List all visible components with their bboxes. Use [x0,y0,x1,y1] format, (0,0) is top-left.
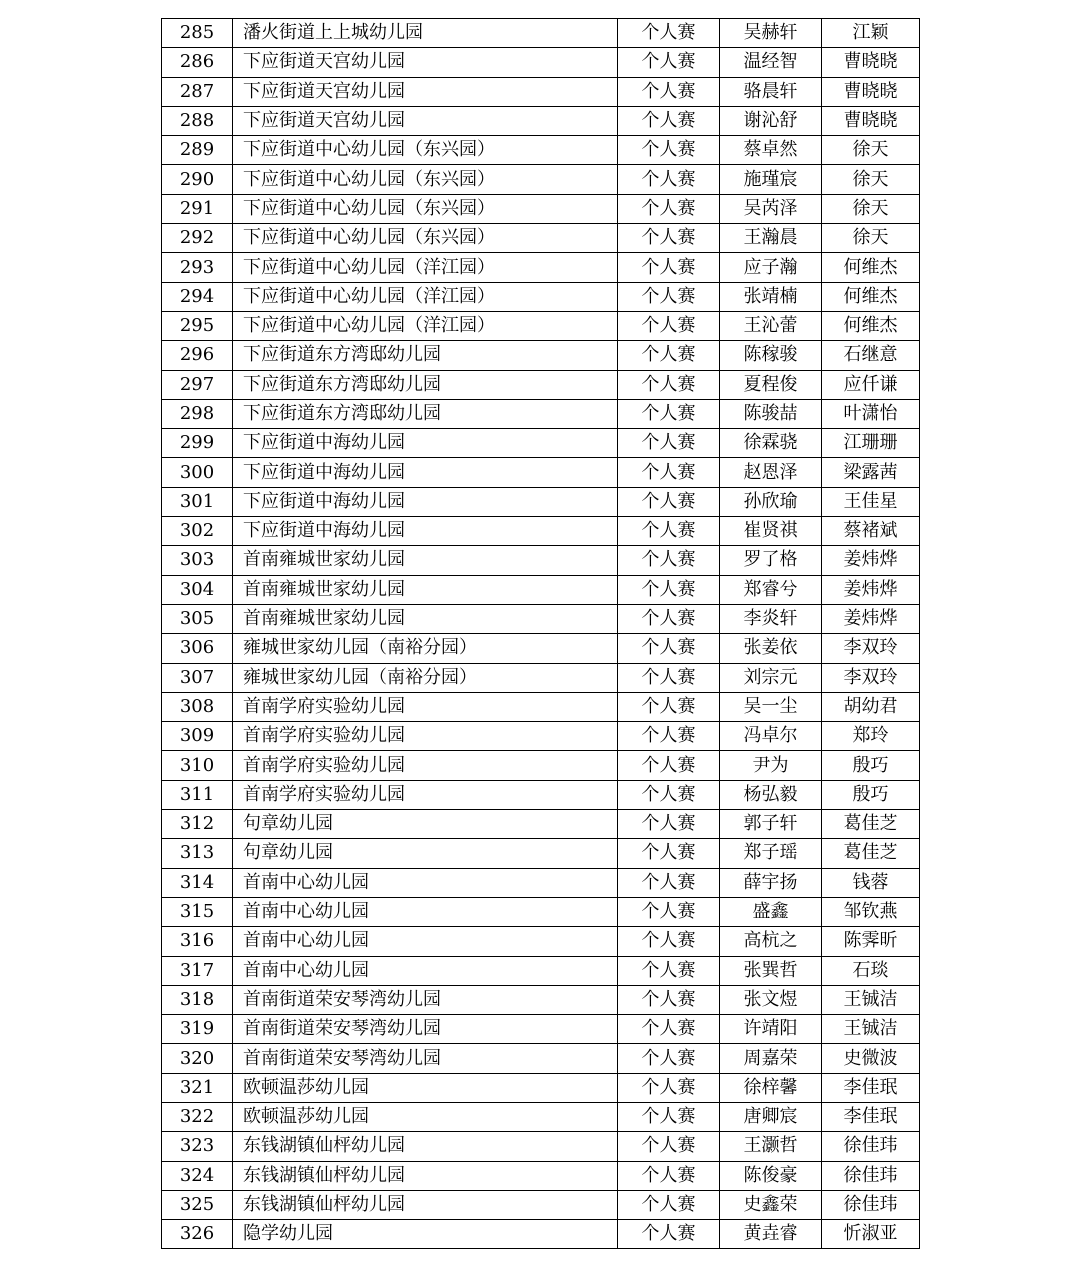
teacher-name-cell: 徐佳玮 [822,1161,920,1190]
kindergarten-name-cell: 首南雍城世家幼儿园 [233,546,618,575]
student-name-cell: 盛鑫 [720,897,822,926]
student-name-cell: 骆晨轩 [720,77,822,106]
row-number-cell: 294 [162,282,233,311]
table-row [162,868,920,897]
row-number-cell: 295 [162,311,233,340]
kindergarten-name-cell: 下应街道中海幼儿园 [233,517,618,546]
kindergarten-name-cell: 首南街道荣安琴湾幼儿园 [233,1044,618,1073]
teacher-name-cell: 葛佳芝 [822,810,920,839]
row-number-cell: 319 [162,1015,233,1044]
teacher-name-cell: 王铖洁 [822,985,920,1014]
row-number-cell: 314 [162,868,233,897]
student-name-cell: 崔贤祺 [720,517,822,546]
kindergarten-name-cell: 首南中心幼儿园 [233,897,618,926]
teacher-name-cell: 徐天 [822,224,920,253]
kindergarten-name-cell: 潘火街道上上城幼儿园 [233,19,618,48]
teacher-name-cell: 陈霁昕 [822,927,920,956]
student-name-cell: 应子瀚 [720,253,822,282]
kindergarten-name-cell: 东钱湖镇仙枰幼儿园 [233,1161,618,1190]
teacher-name-cell: 徐天 [822,136,920,165]
row-number-cell: 291 [162,194,233,223]
competition-type-cell: 个人赛 [618,165,720,194]
student-name-cell: 张靖楠 [720,282,822,311]
student-name-cell: 郭子轩 [720,810,822,839]
competition-type-cell: 个人赛 [618,399,720,428]
kindergarten-name-cell: 下应街道中心幼儿园（东兴园） [233,136,618,165]
teacher-name-cell: 徐天 [822,165,920,194]
table-row [162,341,920,370]
table-row [162,311,920,340]
table-row [162,663,920,692]
student-name-cell: 夏程俊 [720,370,822,399]
row-number-cell: 318 [162,985,233,1014]
row-number-cell: 287 [162,77,233,106]
student-name-cell: 郑子瑶 [720,839,822,868]
kindergarten-name-cell: 首南学府实验幼儿园 [233,722,618,751]
teacher-name-cell: 李佳珉 [822,1102,920,1131]
competition-type-cell: 个人赛 [618,224,720,253]
teacher-name-cell: 李佳珉 [822,1073,920,1102]
table-row [162,370,920,399]
competition-type-cell: 个人赛 [618,370,720,399]
teacher-name-cell: 胡幼君 [822,692,920,721]
row-number-cell: 311 [162,780,233,809]
table-row [162,429,920,458]
row-number-cell: 325 [162,1190,233,1219]
competition-type-cell: 个人赛 [618,546,720,575]
teacher-name-cell: 姜炜烨 [822,575,920,604]
table-row [162,106,920,135]
competition-type-cell: 个人赛 [618,19,720,48]
competition-type-cell: 个人赛 [618,956,720,985]
student-name-cell: 徐霖骁 [720,429,822,458]
competition-type-cell: 个人赛 [618,48,720,77]
table-row [162,253,920,282]
table-row [162,194,920,223]
row-number-cell: 288 [162,106,233,135]
row-number-cell: 302 [162,517,233,546]
kindergarten-name-cell: 首南学府实验幼儿园 [233,780,618,809]
row-number-cell: 301 [162,487,233,516]
row-number-cell: 309 [162,722,233,751]
student-name-cell: 郑睿兮 [720,575,822,604]
kindergarten-name-cell: 首南街道荣安琴湾幼儿园 [233,1015,618,1044]
row-number-cell: 308 [162,692,233,721]
kindergarten-name-cell: 下应街道天宫幼儿园 [233,77,618,106]
teacher-name-cell: 何维杰 [822,311,920,340]
kindergarten-name-cell: 首南雍城世家幼儿园 [233,604,618,633]
competition-type-cell: 个人赛 [618,1015,720,1044]
student-name-cell: 唐卿宸 [720,1102,822,1131]
competition-type-cell: 个人赛 [618,311,720,340]
table-row [162,517,920,546]
table-row [162,136,920,165]
kindergarten-name-cell: 东钱湖镇仙枰幼儿园 [233,1190,618,1219]
row-number-cell: 293 [162,253,233,282]
kindergarten-name-cell: 下应街道中心幼儿园（洋江园） [233,253,618,282]
student-name-cell: 陈稼骏 [720,341,822,370]
student-name-cell: 王灏哲 [720,1132,822,1161]
competition-type-cell: 个人赛 [618,575,720,604]
student-name-cell: 王沁蕾 [720,311,822,340]
table-row [162,692,920,721]
kindergarten-name-cell: 首南中心幼儿园 [233,927,618,956]
row-number-cell: 323 [162,1132,233,1161]
row-number-cell: 299 [162,429,233,458]
row-number-cell: 297 [162,370,233,399]
competition-type-cell: 个人赛 [618,1073,720,1102]
kindergarten-name-cell: 欧顿温莎幼儿园 [233,1102,618,1131]
competition-type-cell: 个人赛 [618,1044,720,1073]
row-number-cell: 306 [162,634,233,663]
row-number-cell: 315 [162,897,233,926]
competition-type-cell: 个人赛 [618,810,720,839]
student-name-cell: 张文煜 [720,985,822,1014]
competition-type-cell: 个人赛 [618,282,720,311]
table-row [162,634,920,663]
kindergarten-name-cell: 下应街道天宫幼儿园 [233,106,618,135]
student-name-cell: 吴一尘 [720,692,822,721]
student-name-cell: 刘宗元 [720,663,822,692]
kindergarten-name-cell: 欧顿温莎幼儿园 [233,1073,618,1102]
row-number-cell: 304 [162,575,233,604]
competition-type-cell: 个人赛 [618,429,720,458]
row-number-cell: 321 [162,1073,233,1102]
kindergarten-name-cell: 下应街道中心幼儿园（东兴园） [233,194,618,223]
competition-type-cell: 个人赛 [618,1220,720,1249]
table-row [162,282,920,311]
student-name-cell: 高杭之 [720,927,822,956]
competition-type-cell: 个人赛 [618,1190,720,1219]
table-row [162,839,920,868]
table-row [162,985,920,1014]
row-number-cell: 322 [162,1102,233,1131]
competition-type-cell: 个人赛 [618,458,720,487]
table-row [162,1044,920,1073]
row-number-cell: 285 [162,19,233,48]
teacher-name-cell: 江颖 [822,19,920,48]
teacher-name-cell: 钱蓉 [822,868,920,897]
student-name-cell: 徐梓馨 [720,1073,822,1102]
student-name-cell: 蔡卓然 [720,136,822,165]
table-row [162,897,920,926]
competition-type-cell: 个人赛 [618,341,720,370]
kindergarten-name-cell: 下应街道中海幼儿园 [233,458,618,487]
table-row [162,927,920,956]
competition-type-cell: 个人赛 [618,1102,720,1131]
competition-type-cell: 个人赛 [618,136,720,165]
table-row [162,224,920,253]
row-number-cell: 320 [162,1044,233,1073]
table-row [162,604,920,633]
competition-type-cell: 个人赛 [618,106,720,135]
teacher-name-cell: 梁露茜 [822,458,920,487]
competition-type-cell: 个人赛 [618,634,720,663]
table-row [162,1190,920,1219]
kindergarten-name-cell: 下应街道中心幼儿园（洋江园） [233,282,618,311]
table-row [162,575,920,604]
teacher-name-cell: 徐天 [822,194,920,223]
results-table [161,18,920,1249]
row-number-cell: 300 [162,458,233,487]
competition-type-cell: 个人赛 [618,1132,720,1161]
kindergarten-name-cell: 首南中心幼儿园 [233,868,618,897]
competition-type-cell: 个人赛 [618,663,720,692]
row-number-cell: 326 [162,1220,233,1249]
teacher-name-cell: 曹晓晓 [822,106,920,135]
table-row [162,48,920,77]
row-number-cell: 303 [162,546,233,575]
results-table-body [162,19,920,1249]
teacher-name-cell: 姜炜烨 [822,546,920,575]
row-number-cell: 290 [162,165,233,194]
kindergarten-name-cell: 下应街道中心幼儿园（洋江园） [233,311,618,340]
kindergarten-name-cell: 雍城世家幼儿园（南裕分园） [233,634,618,663]
kindergarten-name-cell: 东钱湖镇仙枰幼儿园 [233,1132,618,1161]
teacher-name-cell: 王铖洁 [822,1015,920,1044]
student-name-cell: 施瑾宸 [720,165,822,194]
teacher-name-cell: 殷巧 [822,751,920,780]
teacher-name-cell: 何维杰 [822,253,920,282]
table-row [162,1220,920,1249]
table-row [162,780,920,809]
kindergarten-name-cell: 首南中心幼儿园 [233,956,618,985]
student-name-cell: 温经智 [720,48,822,77]
row-number-cell: 310 [162,751,233,780]
row-number-cell: 312 [162,810,233,839]
student-name-cell: 张姜依 [720,634,822,663]
student-name-cell: 薛宇扬 [720,868,822,897]
table-row [162,1073,920,1102]
table-row [162,1015,920,1044]
competition-type-cell: 个人赛 [618,722,720,751]
kindergarten-name-cell: 下应街道天宫幼儿园 [233,48,618,77]
table-row [162,1102,920,1131]
table-row [162,1132,920,1161]
competition-type-cell: 个人赛 [618,897,720,926]
row-number-cell: 296 [162,341,233,370]
table-row [162,19,920,48]
kindergarten-name-cell: 雍城世家幼儿园（南裕分园） [233,663,618,692]
table-row [162,487,920,516]
kindergarten-name-cell: 隐学幼儿园 [233,1220,618,1249]
kindergarten-name-cell: 下应街道东方湾邸幼儿园 [233,341,618,370]
student-name-cell: 吴芮泽 [720,194,822,223]
competition-type-cell: 个人赛 [618,751,720,780]
competition-type-cell: 个人赛 [618,927,720,956]
table-row [162,399,920,428]
teacher-name-cell: 葛佳芝 [822,839,920,868]
row-number-cell: 313 [162,839,233,868]
competition-type-cell: 个人赛 [618,985,720,1014]
teacher-name-cell: 姜炜烨 [822,604,920,633]
teacher-name-cell: 曹晓晓 [822,48,920,77]
competition-type-cell: 个人赛 [618,253,720,282]
teacher-name-cell: 曹晓晓 [822,77,920,106]
table-row [162,77,920,106]
student-name-cell: 陈俊豪 [720,1161,822,1190]
student-name-cell: 许靖阳 [720,1015,822,1044]
row-number-cell: 316 [162,927,233,956]
competition-type-cell: 个人赛 [618,77,720,106]
teacher-name-cell: 忻淑亚 [822,1220,920,1249]
student-name-cell: 周嘉荣 [720,1044,822,1073]
teacher-name-cell: 何维杰 [822,282,920,311]
competition-type-cell: 个人赛 [618,868,720,897]
table-row [162,810,920,839]
competition-type-cell: 个人赛 [618,194,720,223]
student-name-cell: 杨弘毅 [720,780,822,809]
table-row [162,458,920,487]
student-name-cell: 赵恩泽 [720,458,822,487]
kindergarten-name-cell: 下应街道东方湾邸幼儿园 [233,399,618,428]
kindergarten-name-cell: 下应街道中心幼儿园（东兴园） [233,165,618,194]
student-name-cell: 史鑫荣 [720,1190,822,1219]
student-name-cell: 张巽哲 [720,956,822,985]
table-row [162,546,920,575]
kindergarten-name-cell: 首南学府实验幼儿园 [233,692,618,721]
competition-type-cell: 个人赛 [618,780,720,809]
competition-type-cell: 个人赛 [618,839,720,868]
teacher-name-cell: 蔡褚斌 [822,517,920,546]
student-name-cell: 孙欣瑜 [720,487,822,516]
teacher-name-cell: 殷巧 [822,780,920,809]
competition-type-cell: 个人赛 [618,517,720,546]
row-number-cell: 317 [162,956,233,985]
teacher-name-cell: 邹钦燕 [822,897,920,926]
kindergarten-name-cell: 下应街道中海幼儿园 [233,429,618,458]
student-name-cell: 吴赫轩 [720,19,822,48]
table-row [162,1161,920,1190]
kindergarten-name-cell: 下应街道东方湾邸幼儿园 [233,370,618,399]
table-row [162,165,920,194]
teacher-name-cell: 王佳星 [822,487,920,516]
row-number-cell: 307 [162,663,233,692]
teacher-name-cell: 李双玲 [822,663,920,692]
row-number-cell: 286 [162,48,233,77]
competition-type-cell: 个人赛 [618,604,720,633]
student-name-cell: 罗了格 [720,546,822,575]
row-number-cell: 324 [162,1161,233,1190]
table-row [162,722,920,751]
teacher-name-cell: 史微波 [822,1044,920,1073]
competition-type-cell: 个人赛 [618,1161,720,1190]
row-number-cell: 289 [162,136,233,165]
teacher-name-cell: 江珊珊 [822,429,920,458]
competition-type-cell: 个人赛 [618,487,720,516]
teacher-name-cell: 徐佳玮 [822,1132,920,1161]
row-number-cell: 298 [162,399,233,428]
competition-type-cell: 个人赛 [618,692,720,721]
student-name-cell: 尹为 [720,751,822,780]
teacher-name-cell: 李双玲 [822,634,920,663]
student-name-cell: 谢沁舒 [720,106,822,135]
kindergarten-name-cell: 首南雍城世家幼儿园 [233,575,618,604]
student-name-cell: 冯卓尔 [720,722,822,751]
student-name-cell: 黄垚睿 [720,1220,822,1249]
table-row [162,956,920,985]
kindergarten-name-cell: 首南学府实验幼儿园 [233,751,618,780]
teacher-name-cell: 徐佳玮 [822,1190,920,1219]
teacher-name-cell: 石琰 [822,956,920,985]
row-number-cell: 292 [162,224,233,253]
kindergarten-name-cell: 首南街道荣安琴湾幼儿园 [233,985,618,1014]
table-row [162,751,920,780]
teacher-name-cell: 郑玲 [822,722,920,751]
kindergarten-name-cell: 下应街道中海幼儿园 [233,487,618,516]
teacher-name-cell: 应仟谦 [822,370,920,399]
teacher-name-cell: 叶潇怡 [822,399,920,428]
teacher-name-cell: 石继意 [822,341,920,370]
kindergarten-name-cell: 下应街道中心幼儿园（东兴园） [233,224,618,253]
row-number-cell: 305 [162,604,233,633]
student-name-cell: 陈骏喆 [720,399,822,428]
student-name-cell: 李炎轩 [720,604,822,633]
kindergarten-name-cell: 句章幼儿园 [233,810,618,839]
kindergarten-name-cell: 句章幼儿园 [233,839,618,868]
student-name-cell: 王瀚晨 [720,224,822,253]
